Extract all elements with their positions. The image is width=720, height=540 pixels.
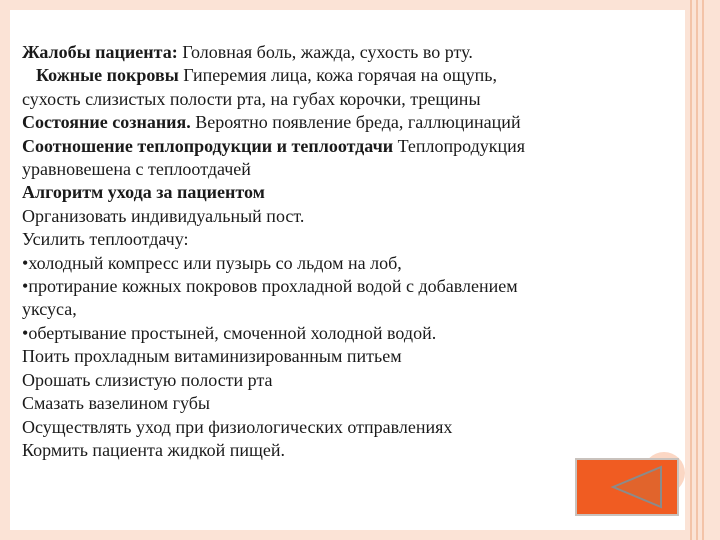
decor-stripe — [696, 0, 698, 540]
consciousness-line — [22, 111, 692, 134]
consciousness-text: Вероятно появление бреда, галлюцинаций — [190, 112, 521, 133]
complaints-label: Жалобы пациента: — [22, 42, 178, 62]
care-title: Алгоритм ухода за пациентом — [22, 182, 265, 203]
care-item: Поить прохладным витаминизированным питьем — [22, 346, 402, 367]
skin-label: Кожные покровы — [36, 65, 179, 86]
skin-text: Гиперемия лица, кожа горячая на ощупь, — [178, 65, 497, 86]
triangle-left-icon — [577, 460, 677, 514]
slide-content — [22, 41, 692, 462]
care-bullet-item: • протирание кожных покровов прохладной водой с добавлением — [22, 275, 692, 298]
care-item: Организовать индивидуальный пост. — [22, 205, 305, 226]
care-item: Смазать вазелином губы — [22, 393, 211, 414]
consciousness-label: Состояние сознания. — [22, 112, 191, 133]
care-item: Кормить пациента жидкой пищей. — [22, 439, 285, 460]
skin-line-2: сухость слизистых полости рта, на губах корочки, трещины — [22, 88, 481, 109]
decor-stripe — [702, 0, 704, 540]
thermo-line — [22, 135, 692, 158]
care-item: Орошать слизистую полости рта — [22, 369, 273, 390]
thermo-label: Соотношение теплопродукции и теплоотдачи — [22, 135, 394, 156]
care-bullet-item: • холодный компресс или пузырь со льдом на лоб, — [22, 252, 692, 275]
care-item: Осуществлять уход при физиологических отправлениях — [22, 416, 453, 437]
thermo-line-2: уравновешена с теплоотдачей — [22, 159, 251, 180]
complaints-text: Головная боль, жажда, сухость во рту. — [177, 42, 473, 62]
care-bullet-continuation: уксуса, — [22, 299, 77, 320]
skin-line — [22, 64, 692, 87]
care-bullet-item: • обертывание простыней, смоченной холодной водой. — [22, 322, 692, 345]
care-item: Усилить теплоотдачу: — [22, 229, 189, 250]
back-button[interactable] — [575, 458, 679, 516]
complaints-line — [22, 41, 692, 64]
thermo-text: Теплопродукция — [393, 135, 526, 156]
